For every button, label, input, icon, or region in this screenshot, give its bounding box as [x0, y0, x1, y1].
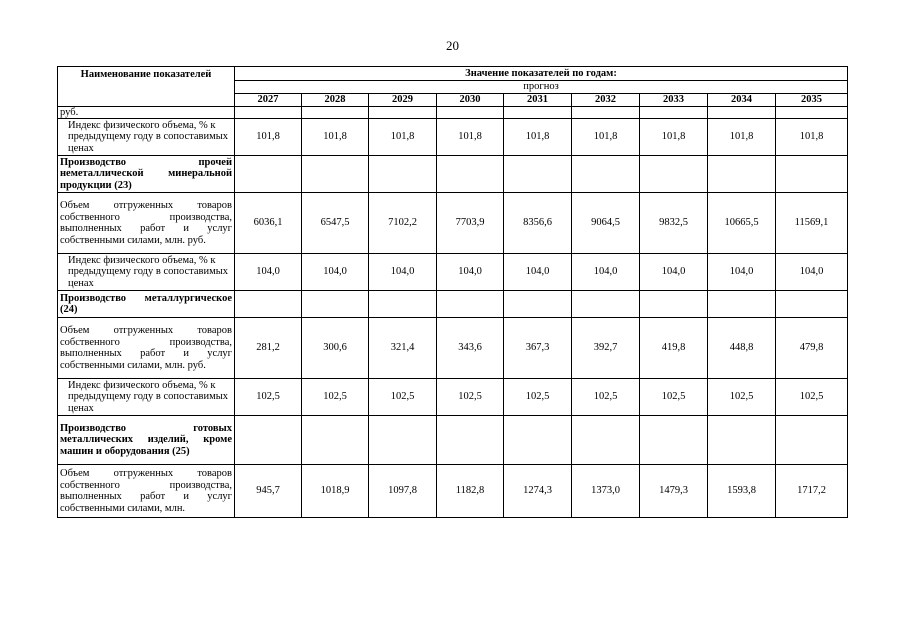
row-label: Производство прочей неметаллической минеральной продукции (23) [58, 156, 235, 193]
value-cell-2029: 102,5 [369, 379, 437, 416]
value-cell-2035: 1717,2 [776, 465, 848, 518]
table-row [58, 254, 848, 291]
value-cell-2033 [640, 416, 708, 465]
value-cell-2028: 102,5 [302, 379, 369, 416]
value-cell-2034 [708, 106, 776, 119]
value-cell-2034: 102,5 [708, 379, 776, 416]
year-header-2032: 2032 [572, 93, 640, 106]
value-cell-2030 [437, 106, 504, 119]
row-label: Производство готовых металлических изделий, кроме машин и оборудования (25) [58, 416, 235, 465]
value-cell-2034: 1593,8 [708, 465, 776, 518]
row-label: Объем отгруженных товаров собственного производства, выполненных работ и услуг собственными силами, млн. руб. [58, 193, 235, 254]
value-cell-2031 [504, 106, 572, 119]
value-cell-2030: 7703,9 [437, 193, 504, 254]
value-cell-2028: 6547,5 [302, 193, 369, 254]
value-cell-2032: 102,5 [572, 379, 640, 416]
row-label: Индекс физического объема, % к предыдущему году в сопоставимых ценах [58, 254, 235, 291]
year-header-2031: 2031 [504, 93, 572, 106]
value-cell-2034 [708, 291, 776, 318]
value-cell-2029: 101,8 [369, 119, 437, 156]
table-row [58, 106, 848, 119]
value-cell-2033: 102,5 [640, 379, 708, 416]
value-cell-2030 [437, 416, 504, 465]
value-cell-2027: 102,5 [235, 379, 302, 416]
value-cell-2029 [369, 156, 437, 193]
row-label: Производство металлургическое (24) [58, 291, 235, 318]
value-cell-2033: 419,8 [640, 318, 708, 379]
value-cell-2028 [302, 156, 369, 193]
row-label: Объем отгруженных товаров собственного производства, выполненных работ и услуг собственными силами, млн. [58, 465, 235, 518]
value-cell-2027: 104,0 [235, 254, 302, 291]
table-row [58, 465, 848, 518]
table-row [58, 416, 848, 465]
value-cell-2027: 281,2 [235, 318, 302, 379]
year-header-2028: 2028 [302, 93, 369, 106]
value-cell-2032: 101,8 [572, 119, 640, 156]
value-cell-2028: 300,6 [302, 318, 369, 379]
value-cell-2035 [776, 291, 848, 318]
value-cell-2033 [640, 106, 708, 119]
year-header-2030: 2030 [437, 93, 504, 106]
value-cell-2031: 367,3 [504, 318, 572, 379]
value-cell-2034 [708, 416, 776, 465]
value-cell-2029 [369, 106, 437, 119]
value-cell-2027: 945,7 [235, 465, 302, 518]
value-cell-2029: 1097,8 [369, 465, 437, 518]
table-row [58, 193, 848, 254]
value-cell-2035: 104,0 [776, 254, 848, 291]
forecast-header: прогноз [235, 81, 848, 94]
value-cell-2031: 101,8 [504, 119, 572, 156]
value-cell-2035: 101,8 [776, 119, 848, 156]
value-cell-2035 [776, 106, 848, 119]
value-cell-2029 [369, 416, 437, 465]
row-label: Индекс физического объема, % к предыдущему году в сопоставимых ценах [58, 379, 235, 416]
indicator-name-header: Наименование показателей [58, 67, 235, 107]
value-cell-2031: 1274,3 [504, 465, 572, 518]
value-cell-2033: 1479,3 [640, 465, 708, 518]
value-cell-2033 [640, 156, 708, 193]
value-cell-2028: 1018,9 [302, 465, 369, 518]
value-cell-2027 [235, 291, 302, 318]
values-by-year-header: Значение показателей по годам: [235, 67, 848, 81]
table-row [58, 318, 848, 379]
value-cell-2032: 104,0 [572, 254, 640, 291]
table-header [58, 67, 848, 107]
year-header-2029: 2029 [369, 93, 437, 106]
table-row [58, 379, 848, 416]
row-label: руб. [58, 106, 235, 119]
value-cell-2034: 101,8 [708, 119, 776, 156]
value-cell-2029 [369, 291, 437, 318]
value-cell-2032: 1373,0 [572, 465, 640, 518]
value-cell-2034: 104,0 [708, 254, 776, 291]
value-cell-2030: 101,8 [437, 119, 504, 156]
year-header-2035: 2035 [776, 93, 848, 106]
value-cell-2032 [572, 416, 640, 465]
value-cell-2030 [437, 156, 504, 193]
value-cell-2031 [504, 416, 572, 465]
value-cell-2028 [302, 416, 369, 465]
value-cell-2028 [302, 106, 369, 119]
value-cell-2029: 7102,2 [369, 193, 437, 254]
value-cell-2032 [572, 291, 640, 318]
value-cell-2033: 101,8 [640, 119, 708, 156]
year-header-2033: 2033 [640, 93, 708, 106]
value-cell-2028 [302, 291, 369, 318]
value-cell-2031: 102,5 [504, 379, 572, 416]
value-cell-2031: 104,0 [504, 254, 572, 291]
value-cell-2027: 101,8 [235, 119, 302, 156]
value-cell-2034 [708, 156, 776, 193]
value-cell-2027 [235, 156, 302, 193]
value-cell-2031 [504, 291, 572, 318]
row-label: Индекс физического объема, % к предыдущему году в сопоставимых ценах [58, 119, 235, 156]
value-cell-2033: 9832,5 [640, 193, 708, 254]
value-cell-2030: 102,5 [437, 379, 504, 416]
table-body [58, 106, 848, 518]
value-cell-2035 [776, 416, 848, 465]
value-cell-2028: 104,0 [302, 254, 369, 291]
value-cell-2032: 9064,5 [572, 193, 640, 254]
value-cell-2029: 321,4 [369, 318, 437, 379]
year-header-2034: 2034 [708, 93, 776, 106]
value-cell-2027 [235, 106, 302, 119]
value-cell-2035: 102,5 [776, 379, 848, 416]
value-cell-2032: 392,7 [572, 318, 640, 379]
value-cell-2035 [776, 156, 848, 193]
forecast-table [57, 66, 848, 518]
value-cell-2031: 8356,6 [504, 193, 572, 254]
page-number: 20 [446, 38, 459, 53]
value-cell-2027 [235, 416, 302, 465]
value-cell-2033 [640, 291, 708, 318]
value-cell-2033: 104,0 [640, 254, 708, 291]
value-cell-2030 [437, 291, 504, 318]
value-cell-2035: 479,8 [776, 318, 848, 379]
value-cell-2032 [572, 106, 640, 119]
table-row [58, 156, 848, 193]
value-cell-2035: 11569,1 [776, 193, 848, 254]
value-cell-2032 [572, 156, 640, 193]
table-row [58, 291, 848, 318]
value-cell-2028: 101,8 [302, 119, 369, 156]
value-cell-2030: 1182,8 [437, 465, 504, 518]
value-cell-2034: 10665,5 [708, 193, 776, 254]
year-header-2027: 2027 [235, 93, 302, 106]
table-row [58, 119, 848, 156]
value-cell-2027: 6036,1 [235, 193, 302, 254]
value-cell-2030: 104,0 [437, 254, 504, 291]
value-cell-2031 [504, 156, 572, 193]
row-label: Объем отгруженных товаров собственного производства, выполненных работ и услуг собственными силами, млн. руб. [58, 318, 235, 379]
value-cell-2030: 343,6 [437, 318, 504, 379]
value-cell-2029: 104,0 [369, 254, 437, 291]
value-cell-2034: 448,8 [708, 318, 776, 379]
